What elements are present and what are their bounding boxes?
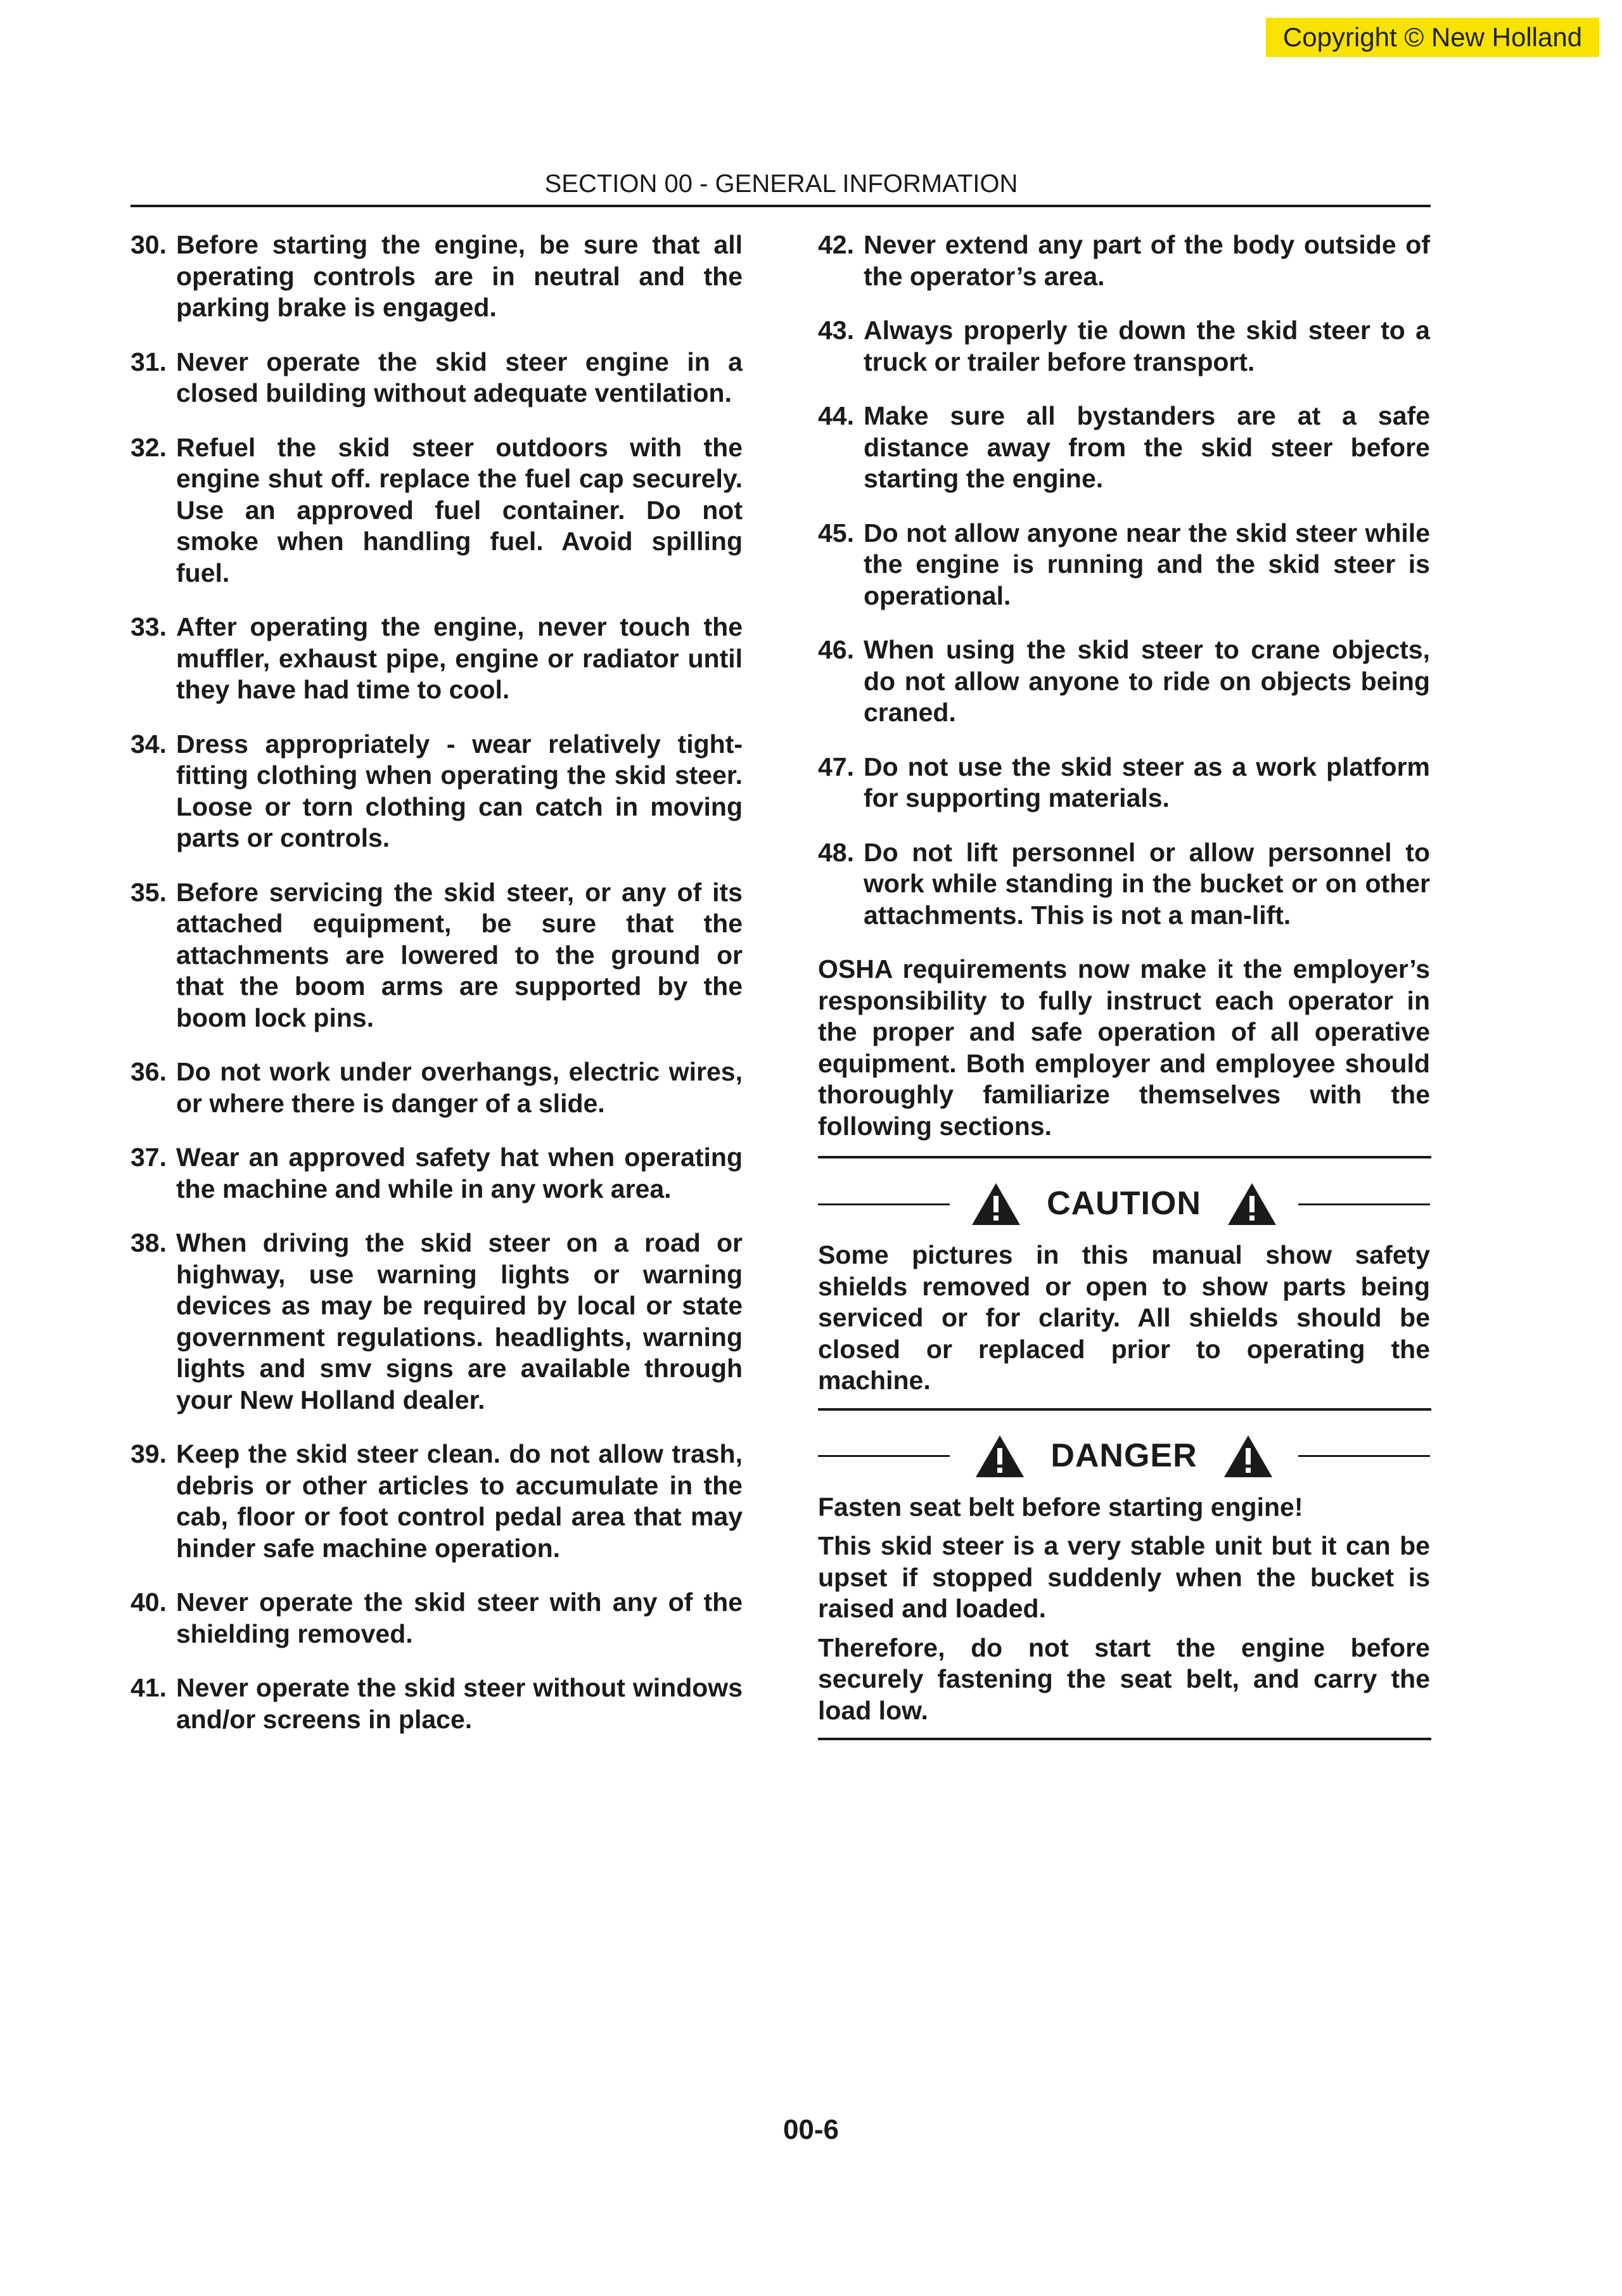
list-item bbox=[818, 401, 1430, 495]
item-number: 48. bbox=[818, 837, 854, 867]
list-item bbox=[131, 347, 743, 409]
item-text: Always properly tie down the skid steer to a truck or trailer before transport. bbox=[864, 316, 1430, 376]
item-number: 41. bbox=[131, 1673, 167, 1702]
item-number: 32. bbox=[131, 432, 167, 462]
item-number: 37. bbox=[131, 1143, 167, 1172]
danger-title bbox=[950, 1434, 1298, 1478]
item-number: 31. bbox=[131, 347, 167, 376]
list-item bbox=[131, 1587, 743, 1650]
item-number: 38. bbox=[131, 1228, 167, 1257]
item-text: Refuel the skid steer outdoors with the engine shut off. replace the fuel cap securely. Use an approved fuel container. Do not smoke when handling fuel. Avoid spilling fuel. bbox=[176, 432, 743, 587]
list-item bbox=[818, 315, 1430, 378]
item-text: Before starting the engine, be sure that all operating controls are in neutral and the parking brake is engaged. bbox=[176, 230, 743, 322]
warning-triangle-icon bbox=[971, 1182, 1021, 1226]
item-text: Never extend any part of the body outside of the operator’s area. bbox=[864, 230, 1430, 291]
danger-text-line: Therefore, do not start the engine before securely fastening the seat belt, and carry the load low. bbox=[818, 1632, 1430, 1725]
list-item bbox=[131, 877, 743, 1034]
list-item bbox=[131, 612, 743, 706]
list-item bbox=[818, 634, 1430, 729]
caution-line-left bbox=[818, 1203, 950, 1205]
list-item bbox=[818, 518, 1430, 612]
list-item bbox=[818, 229, 1430, 292]
item-text: Wear an approved safety hat when operating the machine and while in any work area. bbox=[176, 1143, 743, 1203]
item-number: 47. bbox=[818, 752, 854, 781]
item-number: 35. bbox=[131, 877, 167, 907]
list-item bbox=[131, 229, 743, 324]
list-item bbox=[131, 1228, 743, 1416]
item-number: 45. bbox=[818, 518, 854, 548]
danger-text-line: This skid steer is a very stable unit but it can be upset if stopped suddenly when the bucket is raised and loaded. bbox=[818, 1531, 1430, 1623]
item-text: Never operate the skid steer engine in a closed building without adequate ventilation. bbox=[176, 347, 743, 407]
item-text: Do not lift personnel or allow personnel to work while standing in the bucket or on other attachments. This is not a man-lift. bbox=[864, 837, 1430, 930]
warning-triangle-icon bbox=[1227, 1182, 1277, 1226]
caution-title bbox=[950, 1182, 1298, 1226]
page-number: 00-6 bbox=[782, 2114, 840, 2145]
item-text: When using the skid steer to crane objects, do not allow anyone to ride on objects being craned. bbox=[864, 635, 1430, 727]
divider bbox=[818, 1156, 1431, 1158]
item-number: 43. bbox=[818, 316, 854, 345]
danger-header bbox=[818, 1430, 1430, 1483]
item-number: 40. bbox=[131, 1587, 167, 1617]
item-number: 36. bbox=[131, 1057, 167, 1086]
item-number: 46. bbox=[818, 635, 854, 664]
item-number: 44. bbox=[818, 401, 854, 430]
item-text: Do not use the skid steer as a work platform for supporting materials. bbox=[864, 752, 1430, 812]
item-number: 30. bbox=[131, 230, 167, 259]
section-header: SECTION 00 - GENERAL INFORMATION bbox=[544, 170, 1018, 198]
item-text: Before servicing the skid steer, or any of its attached equipment, be sure that the attachments are lowered to the ground or that the boom arms are supported by the boom lock pins. bbox=[176, 877, 743, 1032]
right-column bbox=[818, 229, 1430, 1740]
item-text: When driving the skid steer on a road or highway, use warning lights or warning devices as may be required by local or state government regulations. headlights, warning lights and smv signs are available through your New Holland dealer. bbox=[176, 1228, 743, 1414]
item-number: 39. bbox=[131, 1439, 167, 1468]
item-number: 34. bbox=[131, 729, 167, 759]
item-text: Dress appropriately - wear relatively tight-fitting clothing when operating the skid steer. Loose or torn clothing can catch in moving parts or controls. bbox=[176, 729, 743, 852]
divider bbox=[818, 1738, 1431, 1740]
item-text: Make sure all bystanders are at a safe distance away from the skid steer before starting the engine. bbox=[864, 401, 1430, 493]
list-item bbox=[131, 729, 743, 854]
danger-text-line: Fasten seat belt before starting engine! bbox=[818, 1492, 1303, 1522]
caution-label: CAUTION bbox=[1047, 1185, 1201, 1222]
danger-line-left bbox=[818, 1455, 950, 1457]
item-number: 42. bbox=[818, 230, 854, 259]
list-item bbox=[131, 1672, 743, 1735]
warning-triangle-icon bbox=[1223, 1434, 1274, 1478]
danger-label: DANGER bbox=[1050, 1437, 1197, 1474]
list-item bbox=[818, 837, 1430, 932]
danger-line-right bbox=[1298, 1455, 1430, 1457]
item-number: 33. bbox=[131, 612, 167, 641]
item-text: After operating the engine, never touch the muffler, exhaust pipe, engine or radiator until they have had time to cool. bbox=[176, 612, 743, 704]
caution-text: Some pictures in this manual show safety shields removed or open to show parts being serviced or for clarity. All shields should be closed or replaced prior to operating the machine. bbox=[818, 1240, 1430, 1395]
list-item bbox=[131, 1056, 743, 1119]
copyright-notice: Copyright © New Holland bbox=[1266, 18, 1599, 57]
list-item bbox=[131, 1142, 743, 1205]
header-rule bbox=[131, 205, 1431, 207]
item-text: Do not work under overhangs, electric wires, or where there is danger of a slide. bbox=[176, 1057, 743, 1118]
item-text: Never operate the skid steer without windows and/or screens in place. bbox=[176, 1673, 743, 1734]
divider bbox=[818, 1408, 1431, 1411]
list-item bbox=[131, 1439, 743, 1564]
warning-triangle-icon bbox=[974, 1434, 1025, 1478]
list-item bbox=[131, 432, 743, 589]
item-text: Do not allow anyone near the skid steer while the engine is running and the skid steer is operational. bbox=[864, 518, 1430, 610]
caution-line-right bbox=[1298, 1203, 1430, 1205]
osha-paragraph: OSHA requirements now make it the employer’s responsibility to fully instruct each operator in the proper and safe operation of all operative equipment. Both employer and employee should thoroughly familiarize themselves with the following sections. bbox=[818, 954, 1430, 1141]
list-item bbox=[818, 752, 1430, 814]
left-column bbox=[131, 229, 743, 1758]
caution-header bbox=[818, 1177, 1430, 1231]
item-text: Never operate the skid steer with any of the shielding removed. bbox=[176, 1587, 743, 1648]
item-text: Keep the skid steer clean. do not allow trash, debris or other articles to accumulate in the cab, floor or foot control pedal area that may hinder safe machine operation. bbox=[176, 1439, 743, 1563]
